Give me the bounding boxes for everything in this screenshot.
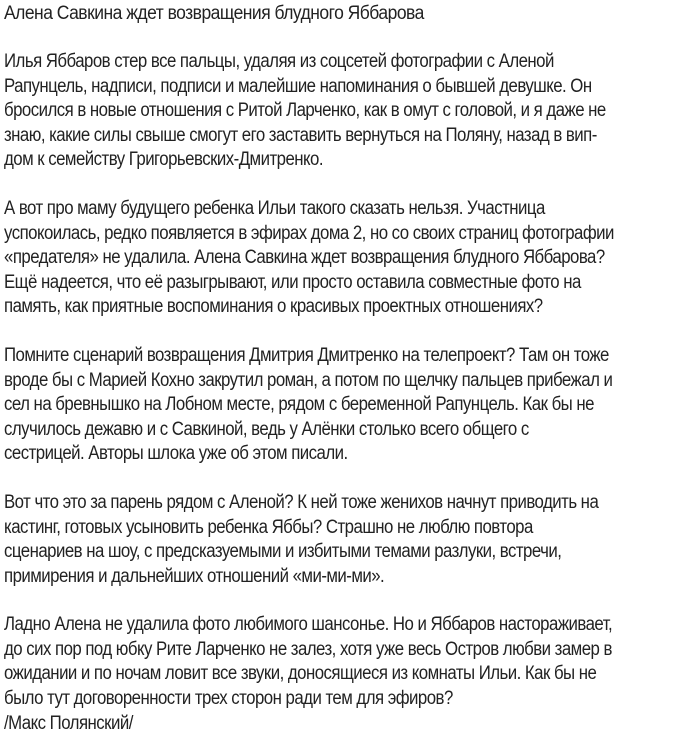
text-line: Вот что это за парень рядом с Аленой? К ней тоже женихов начнут приводить на <box>4 491 599 513</box>
text-line: дом к семейству Григорьевских-Дмитренко. <box>4 149 324 171</box>
text-line: Ладно Алена не удалила фото любимого шансонье. Но и Яббаров настораживает, <box>4 614 613 636</box>
author-signature: /Макс Полянский/ <box>4 712 133 734</box>
article-paragraph-3 <box>4 344 695 467</box>
article-title: Алена Савкина ждет возвращения блудного Яббарова <box>4 3 424 24</box>
text-line: случилось дежавю и с Савкиной, ведь у Алёнки столько всего общего с <box>4 418 529 440</box>
text-line: «предателя» не удалила. Алена Савкина ждет возвращения блудного Яббарова? <box>4 247 605 269</box>
text-line: было тут договоренности трех сторон ради тем для эфиров? <box>4 688 453 710</box>
text-line: вроде бы с Марией Кохно закрутил роман, а потом по щелчку пальцев прибежал и <box>4 369 613 391</box>
text-line: А вот про маму будущего ребенка Ильи такого сказать нельзя. Участница <box>4 197 545 219</box>
text-line: успокоилась, редко появляется в эфирах дома 2, но со своих страниц фотографии <box>4 222 614 244</box>
text-line: сестрицей. Авторы шлока уже об этом писали. <box>4 443 348 465</box>
text-line: Илья Яббаров стер все пальцы, удаляя из соцсетей фотографии с Аленой <box>4 51 554 72</box>
text-line: Помните сценарий возвращения Дмитрия Дмитренко на телепроект? Там он тоже <box>4 344 609 366</box>
text-line: бросился в новые отношения с Ритой Ларченко, как в омут с головой, и я даже не <box>4 100 606 122</box>
text-line: сценариев на шоу, с предсказуемыми и избитыми темами разлуки, встречи, <box>4 541 562 563</box>
text-line: Ещё надеется, что её разыгрывают, или просто оставила совместные фото на <box>4 271 581 293</box>
text-line: знаю, какие силы свыше смогут его заставить вернуться на Поляну, назад в вип- <box>4 124 597 146</box>
article-paragraph-2 <box>4 197 695 320</box>
text-line: кастинг, готовых усыновить ребенка Яббы? Страшно не люблю повтора <box>4 516 533 538</box>
text-line: Рапунцель, надписи, подписи и малейшие напоминания о бывшей девушке. Он <box>4 75 592 97</box>
text-line: примирения и дальнейших отношений «ми-ми-ми». <box>4 565 385 587</box>
article-paragraph-4 <box>4 491 695 589</box>
article-paragraph-1 <box>4 50 695 173</box>
article-paragraph-5 <box>4 613 695 711</box>
text-line: сел на бревнышко на Лобном месте, рядом с беременной Рапунцель. Как бы не <box>4 394 594 416</box>
text-line: память, как приятные воспоминания о красивых проектных отношениях? <box>4 296 543 318</box>
article-author <box>4 712 695 737</box>
text-line: ожидании и по ночам ловит все звуки, доносящиеся из комнаты Ильи. Как бы не <box>4 663 597 685</box>
text-line: до сих пор под юбку Рите Ларченко не залез, хотя уже весь Остров любви замер в <box>4 638 612 660</box>
